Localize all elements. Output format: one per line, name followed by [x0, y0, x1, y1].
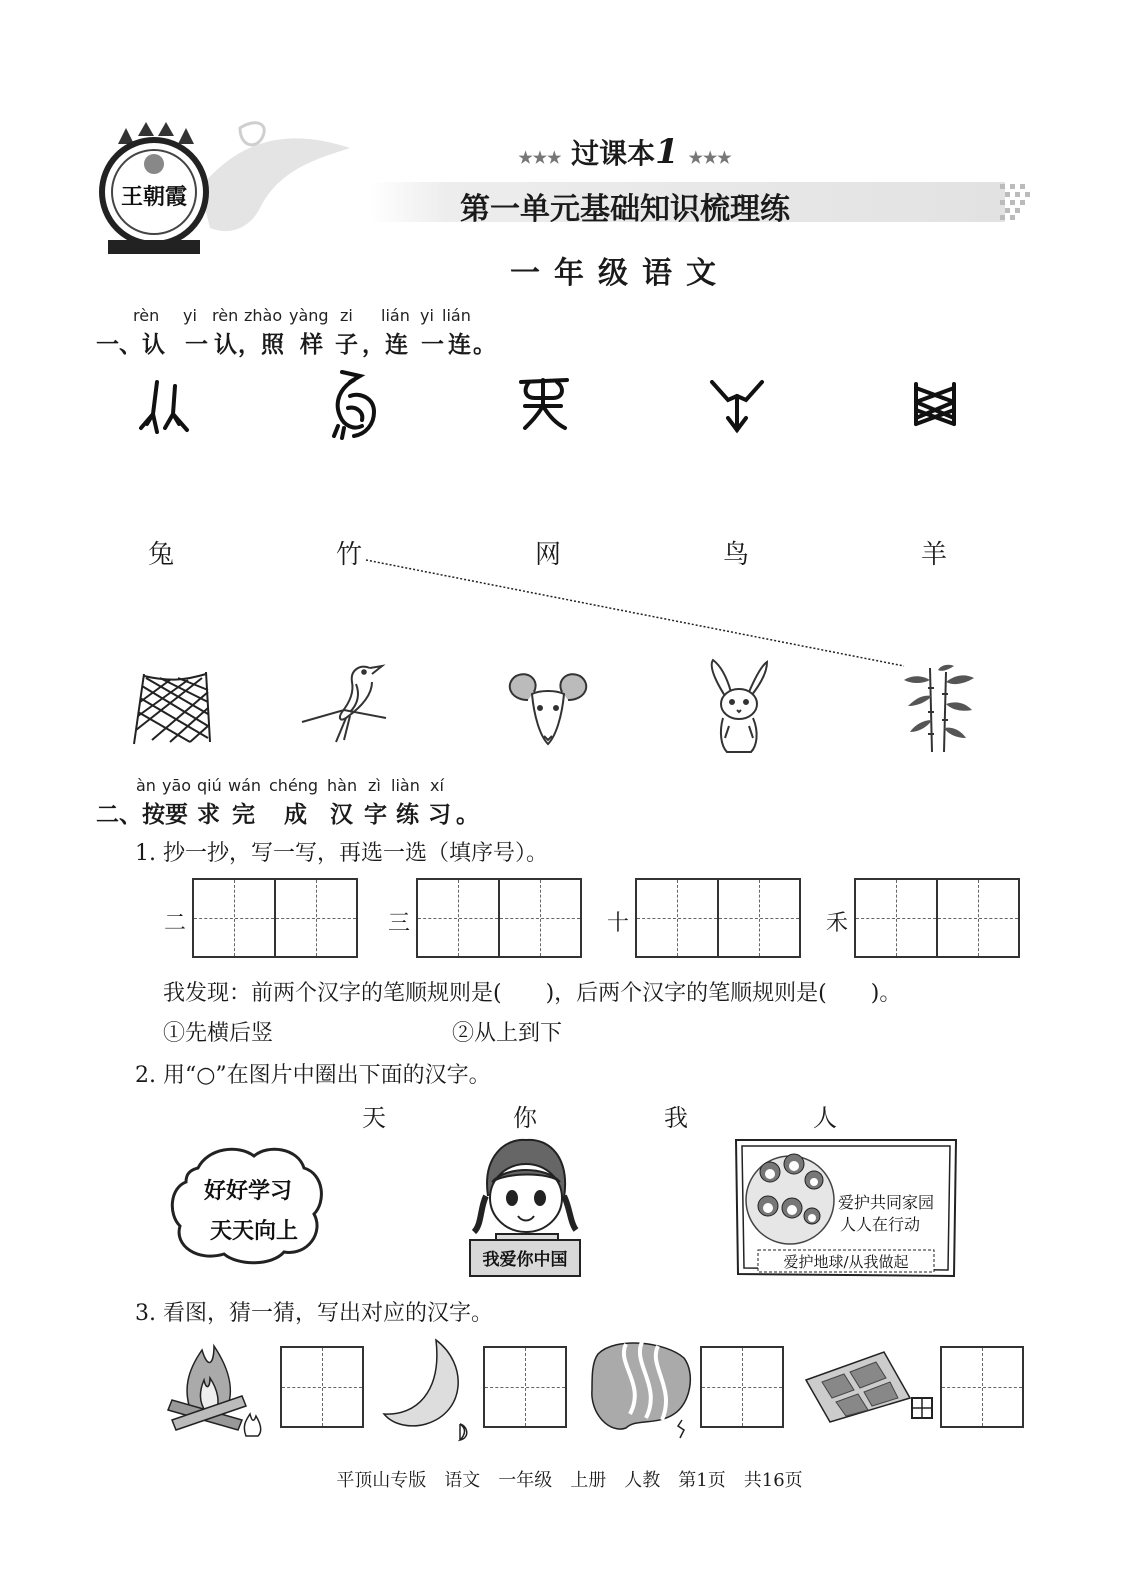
pinyin: yāo — [162, 776, 192, 795]
pinyin: xí — [430, 776, 444, 795]
pinyin: chéng — [269, 776, 319, 795]
char-bamboo[interactable]: 竹 — [336, 540, 363, 570]
heading-char: 汉 — [330, 802, 353, 828]
pinyin: qiú — [197, 776, 222, 795]
title-bar-pattern — [1000, 182, 1036, 222]
char-sheep[interactable]: 羊 — [921, 540, 948, 570]
heading-char: 习 — [428, 802, 451, 828]
logo-text: 王朝霞 — [120, 184, 188, 210]
q1-char-three: 三 — [388, 911, 411, 936]
heading-char: 子 — [335, 332, 358, 358]
q3-answer-water[interactable] — [700, 1346, 784, 1428]
pinyin: yi — [183, 306, 197, 325]
q1-writing-grid-ten[interactable] — [635, 878, 801, 958]
heading-char: 二、按 — [96, 802, 165, 828]
cloud-picture[interactable] — [168, 1142, 326, 1266]
q2-char-you: 你 — [513, 1104, 537, 1132]
heading-char: 要 — [165, 802, 188, 828]
q1-discover-sentence[interactable]: 我发现：前两个汉字的笔顺规则是( )，后两个汉字的笔顺规则是( )。 — [163, 981, 902, 1006]
heading-char: 。 — [473, 332, 496, 358]
char-bird[interactable]: 鸟 — [723, 540, 750, 570]
heading-char: 。 — [456, 802, 479, 828]
q3-label: 3. 看图，猜一猜，写出对应的汉字。 — [135, 1301, 493, 1326]
girl-picture[interactable] — [466, 1136, 584, 1282]
q1-char-grain: 禾 — [826, 911, 849, 936]
pinyin: wán — [228, 776, 262, 795]
subtitle-stars-right: ★★★ — [688, 148, 732, 167]
heading-char: 练 — [396, 802, 419, 828]
oracle-sheep-icon — [517, 372, 571, 434]
girl-sign-text: 我爱你中国 — [482, 1250, 568, 1270]
heading-char: 成 — [284, 802, 307, 828]
pinyin: lián — [442, 306, 471, 325]
heading-char: ，照 — [238, 332, 284, 358]
q1-writing-grid-three[interactable] — [416, 878, 582, 958]
q1-writing-grid-two[interactable] — [192, 878, 358, 958]
oracle-net-icon — [912, 380, 958, 428]
pinyin: yàng — [289, 306, 329, 325]
pinyin: hàn — [327, 776, 358, 795]
pinyin: àn — [136, 776, 156, 795]
pinyin: yi — [420, 306, 434, 325]
bamboo-picture[interactable] — [902, 664, 976, 754]
pinyin: rèn — [212, 306, 239, 325]
q2-char-me: 我 — [664, 1104, 688, 1132]
grade-title: 一年级语文 — [510, 256, 730, 291]
heading-char: 连 — [448, 332, 471, 358]
char-rabbit[interactable]: 兔 — [148, 540, 175, 570]
heading-char: 求 — [197, 802, 220, 828]
q1-option-2: ②从上到下 — [452, 1021, 563, 1046]
net-picture[interactable] — [130, 668, 216, 746]
oracle-sheep-horns-icon — [708, 376, 766, 434]
sheep-picture[interactable] — [500, 670, 596, 746]
subtitle — [500, 132, 750, 172]
cloud-text-line1: 好好学习 — [203, 1179, 293, 1204]
q1-char-ten: 十 — [607, 911, 630, 936]
pinyin: lián — [381, 306, 410, 325]
subtitle-text: 过课本 — [571, 137, 656, 170]
pinyin: liàn — [391, 776, 420, 795]
q3-answer-field[interactable] — [940, 1346, 1024, 1428]
poster-text-line3: 爱护地球/从我做起 — [783, 1253, 909, 1271]
page-title: 第一单元基础知识梳理练 — [460, 192, 790, 227]
q1-label: 1. 抄一抄，写一写，再选一选（填序号）。 — [135, 841, 548, 866]
q2-char-person: 人 — [813, 1104, 837, 1132]
earth-poster-picture[interactable] — [728, 1136, 964, 1280]
pinyin: rèn — [133, 306, 160, 325]
q1-option-1: ①先横后竖 — [163, 1021, 274, 1046]
page-footer: 平顶山专版 语文 一年级 上册 人教 第1页 共16页 — [336, 1470, 803, 1491]
oracle-bird-icon — [330, 368, 382, 440]
q1-char-two: 二 — [164, 911, 187, 936]
cloud-text-line2: 天天向上 — [209, 1219, 299, 1244]
subtitle-stars-left: ★★★ — [518, 148, 562, 167]
field-picture[interactable] — [800, 1346, 936, 1426]
char-net[interactable]: 网 — [535, 540, 562, 570]
heading-char: 字 — [364, 802, 387, 828]
pinyin: zi — [340, 306, 353, 325]
water-picture[interactable] — [586, 1334, 696, 1442]
q3-answer-fire[interactable] — [280, 1346, 364, 1428]
campfire-picture[interactable] — [158, 1340, 266, 1440]
rabbit-picture[interactable] — [705, 656, 771, 756]
heading-char: 完 — [232, 802, 255, 828]
q3-answer-moon[interactable] — [483, 1346, 567, 1428]
heading-char: 样 — [300, 332, 323, 358]
moon-picture[interactable] — [376, 1334, 482, 1442]
example-connection-line — [360, 556, 920, 670]
q2-char-sky: 天 — [362, 1104, 386, 1132]
logo-badge — [98, 122, 210, 262]
pinyin: zì — [368, 776, 381, 795]
heading-char: 一 — [421, 332, 444, 358]
subtitle-number: 1 — [655, 132, 679, 172]
q1-writing-grid-grain[interactable] — [854, 878, 1020, 958]
ribbon-decoration — [200, 118, 370, 238]
pinyin: zhào — [244, 306, 283, 325]
heading-char: ，连 — [362, 332, 408, 358]
poster-text-line2: 人人在行动 — [839, 1215, 921, 1234]
bird-picture[interactable] — [300, 660, 388, 744]
heading-char: 一、认 — [96, 332, 165, 358]
q2-label: 2. 用“○”在图片中圈出下面的汉字。 — [135, 1063, 491, 1088]
poster-text-line1: 爱护共同家园 — [837, 1193, 935, 1212]
oracle-bamboo-icon — [135, 378, 195, 438]
heading-char: 一 — [185, 332, 208, 358]
heading-char: 认 — [214, 332, 237, 358]
